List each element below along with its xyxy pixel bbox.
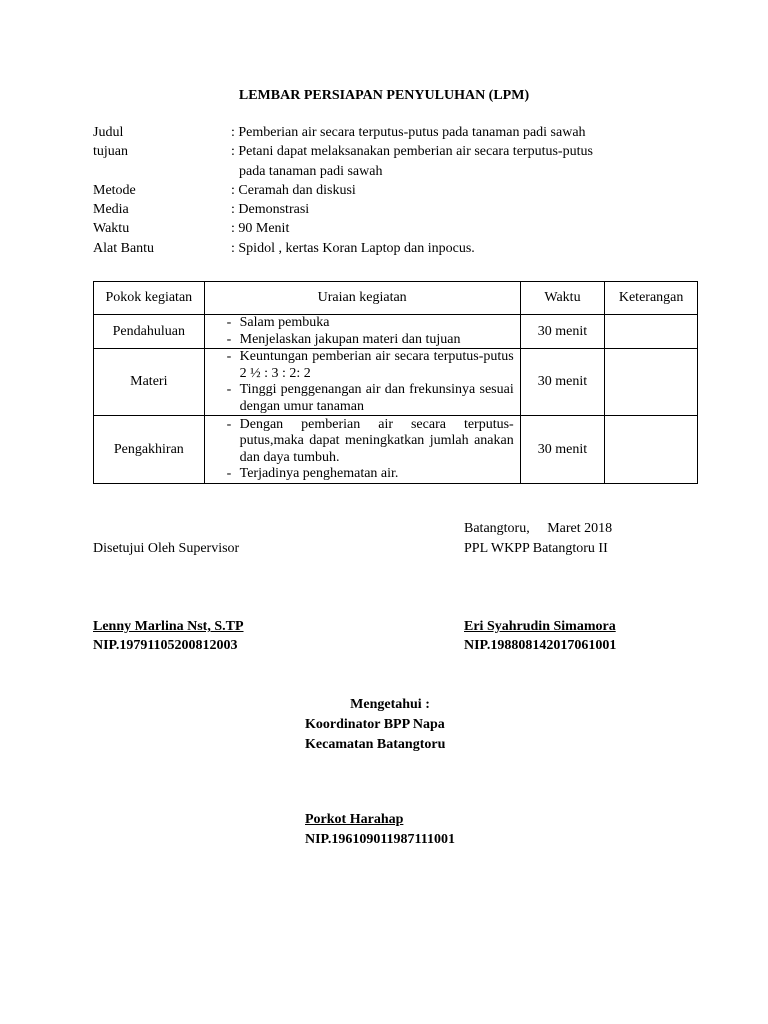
- table-row: [94, 416, 698, 484]
- coordinator-name: Porkot Harahap: [305, 812, 404, 827]
- info-value: : Spidol , kertas Koran Laptop dan inpocus.: [231, 240, 475, 256]
- coordinator-title: Koordinator BPP Napa: [305, 717, 445, 732]
- info-key: Alat Bantu: [93, 240, 155, 256]
- cell-pokok: Materi: [94, 349, 205, 416]
- place-date: Batangtoru, Maret 2018: [464, 521, 613, 536]
- info-row-judul: [93, 123, 713, 142]
- header-waktu: Waktu: [520, 282, 605, 315]
- list-item: - Menjelaskan jakupan materi dan tujuan: [205, 332, 514, 349]
- coordinator-district: Kecamatan Batangtoru: [305, 737, 446, 752]
- info-row-metode: [93, 181, 713, 200]
- info-value-continuation: pada tanaman padi sawah: [239, 163, 383, 179]
- info-row-waktu: [93, 219, 713, 238]
- info-key: Metode: [93, 182, 136, 198]
- cell-keterangan: [605, 349, 698, 416]
- acknowledgement-heading: Mengetahui :: [350, 697, 430, 712]
- list-item: - Dengan pemberian air secara terputus-putus,maka dapat meningkatkan jumlah anakan dan daya tumbuh.: [205, 417, 514, 467]
- info-row-tujuan: [93, 142, 713, 181]
- cell-waktu: 30 menit: [520, 315, 605, 349]
- supervisor-nip: NIP.19791105200812003: [93, 638, 238, 653]
- header-uraian-kegiatan: Uraian kegiatan: [204, 282, 520, 315]
- ppl-name: Eri Syahrudin Simamora: [464, 619, 616, 634]
- table-row: [94, 315, 698, 349]
- activity-table: [93, 281, 698, 484]
- info-key: Media: [93, 202, 129, 218]
- info-key: Waktu: [93, 221, 130, 237]
- info-block: [93, 123, 713, 258]
- ppl-nip: NIP.198808142017061001: [464, 638, 617, 653]
- info-value: : Pemberian air secara terputus-putus pada tanaman padi sawah: [231, 125, 586, 140]
- supervisor-name: Lenny Marlina Nst, S.TP: [93, 619, 244, 634]
- cell-pokok: Pengakhiran: [94, 416, 205, 484]
- cell-uraian: [204, 416, 520, 484]
- list-item: - Tinggi penggenangan air dan frekunsinya sesuai dengan umur tanaman: [205, 382, 514, 415]
- info-value: : Demonstrasi: [231, 202, 310, 218]
- info-value: : Petani dapat melaksanakan pemberian air secara terputus-putus: [231, 144, 593, 160]
- cell-keterangan: [605, 416, 698, 484]
- cell-uraian: [204, 315, 520, 349]
- table-row: [94, 349, 698, 416]
- cell-pokok: Pendahuluan: [94, 315, 205, 349]
- info-value-wrap: [231, 142, 713, 181]
- cell-uraian: [204, 349, 520, 416]
- info-row-media: [93, 200, 713, 219]
- info-key: tujuan: [93, 144, 128, 160]
- table-header-row: [94, 282, 698, 315]
- list-item: - Keuntungan pemberian air secara terputus-putus 2 ½ : 3 : 2: 2: [205, 349, 514, 382]
- cell-waktu: 30 menit: [520, 349, 605, 416]
- activity-list: [205, 315, 514, 348]
- info-key: Judul: [93, 125, 124, 140]
- list-item: - Terjadinya penghematan air.: [205, 466, 514, 483]
- activity-list: [205, 349, 514, 415]
- info-value: : Ceramah dan diskusi: [231, 182, 356, 198]
- info-value: : 90 Menit: [231, 221, 290, 237]
- acknowledgement-block: [305, 695, 475, 755]
- approver-title: Disetujui Oleh Supervisor: [93, 541, 240, 556]
- list-item: - Salam pembuka: [205, 315, 514, 332]
- cell-keterangan: [605, 315, 698, 349]
- activity-list: [205, 417, 514, 483]
- ppl-title: PPL WKPP Batangtoru II: [464, 541, 608, 556]
- coordinator-nip: NIP.196109011987111001: [305, 832, 456, 847]
- cell-waktu: 30 menit: [520, 416, 605, 484]
- header-pokok-kegiatan: Pokok kegiatan: [94, 282, 205, 315]
- document-title: LEMBAR PERSIAPAN PENYULUHAN (LPM): [238, 88, 530, 103]
- header-keterangan: Keterangan: [605, 282, 698, 315]
- info-row-alat-bantu: [93, 239, 713, 258]
